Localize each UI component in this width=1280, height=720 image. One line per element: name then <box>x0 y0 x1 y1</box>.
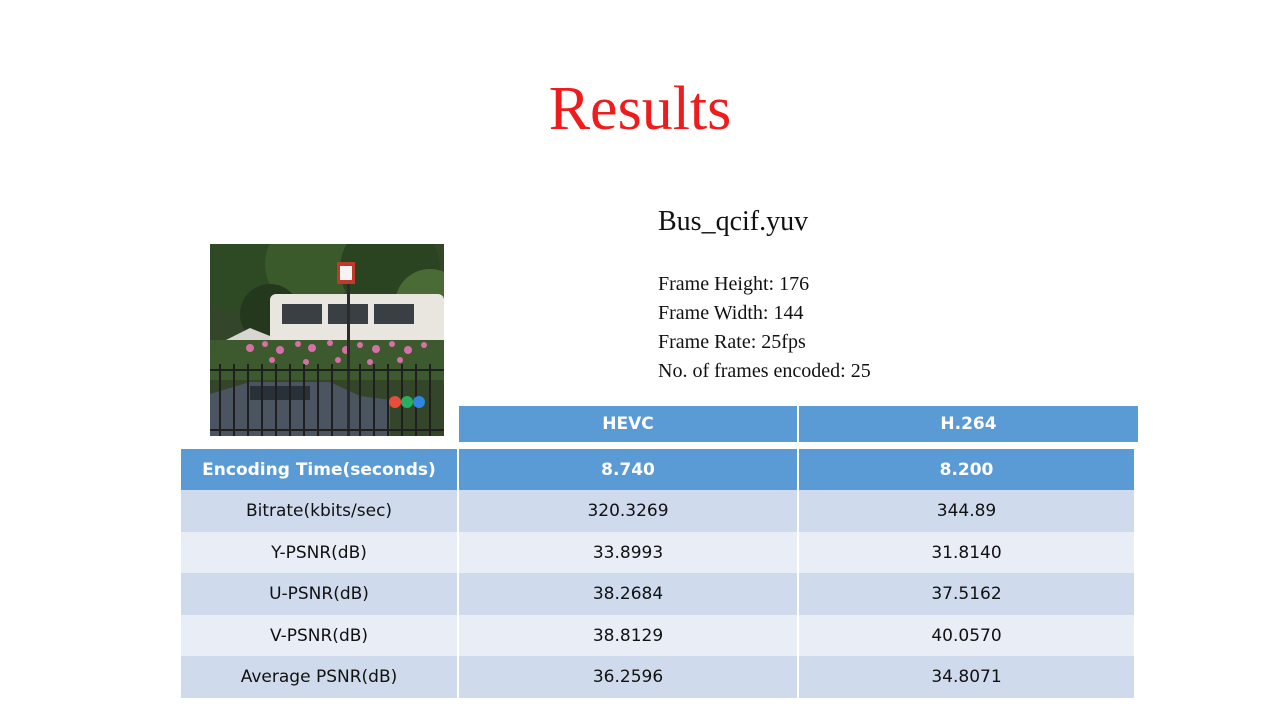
video-thumbnail <box>210 244 444 436</box>
property-frame-rate: Frame Rate: 25fps <box>658 331 806 353</box>
cell-hevc: 38.2684 <box>459 573 799 615</box>
row-label: Average PSNR(dB) <box>181 656 459 698</box>
row-label: Y-PSNR(dB) <box>181 532 459 573</box>
cell-h264: 31.8140 <box>799 532 1134 573</box>
cell-hevc: 8.740 <box>459 449 799 490</box>
cell-hevc: 36.2596 <box>459 656 799 698</box>
cell-hevc: 38.8129 <box>459 615 799 656</box>
cell-h264: 37.5162 <box>799 573 1134 615</box>
row-label: U-PSNR(dB) <box>181 573 459 615</box>
column-header-hevc: HEVC <box>459 406 799 442</box>
video-filename: Bus_qcif.yuv <box>658 206 809 237</box>
row-label: Encoding Time(seconds) <box>181 449 459 490</box>
property-frames-encoded: No. of frames encoded: 25 <box>658 360 871 382</box>
property-frame-width: Frame Width: 144 <box>658 302 804 324</box>
row-label: Bitrate(kbits/sec) <box>181 490 459 532</box>
slide-title: Results <box>548 75 732 143</box>
video-properties <box>658 270 871 386</box>
property-frame-height: Frame Height: 176 <box>658 273 810 295</box>
row-label: V-PSNR(dB) <box>181 615 459 656</box>
cell-h264: 34.8071 <box>799 656 1134 698</box>
cell-hevc: 33.8993 <box>459 532 799 573</box>
cell-hevc: 320.3269 <box>459 490 799 532</box>
column-header-h264: H.264 <box>799 406 1138 442</box>
cell-h264: 8.200 <box>799 449 1134 490</box>
dvc-logo <box>389 396 425 408</box>
cell-h264: 40.0570 <box>799 615 1134 656</box>
bus-scene-image <box>210 244 444 436</box>
cell-h264: 344.89 <box>799 490 1134 532</box>
